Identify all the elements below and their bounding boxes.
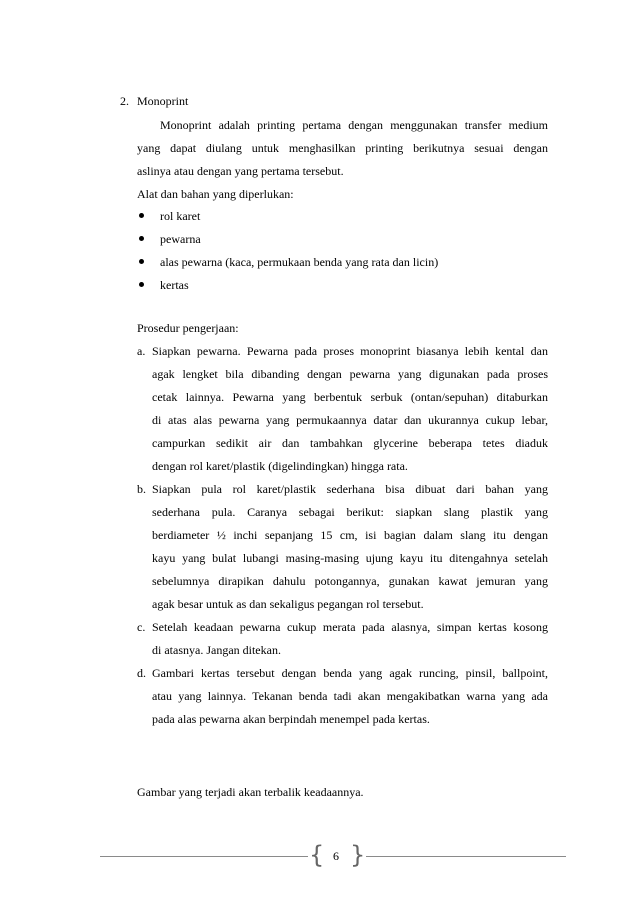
step-line: cetak lainnya. Pewarna yang berbentuk serbuk (ontan/sepuhan) ditaburkan	[152, 390, 548, 404]
step-line: Siapkan pula rol karet/plastik sederhana bisa dibuat dari bahan yang	[152, 482, 548, 496]
left-brace-icon: {	[309, 841, 325, 869]
page-number: 6	[333, 849, 339, 863]
step-marker: b.	[137, 482, 146, 496]
material-item: pewarna	[160, 232, 201, 246]
material-item: alas pewarna (kaca, permukaan benda yang rata dan licin)	[160, 255, 439, 269]
right-brace-icon: }	[350, 841, 366, 869]
intro-line: yang dapat diulang untuk menghasilkan printing berikutnya sesuai dengan	[137, 141, 548, 155]
bullet-icon	[139, 236, 144, 241]
section-title: Monoprint	[137, 94, 189, 108]
footer-rule-left	[100, 856, 308, 857]
step-line: Setelah keadaan pewarna cukup merata pada alasnya, simpan kertas kosong	[152, 620, 548, 634]
step-line: campurkan sedikit air dan tambahkan glycerine beberapa tetes diaduk	[152, 436, 548, 450]
closing-text: Gambar yang terjadi akan terbalik keadaannya.	[137, 785, 364, 799]
intro-line: Monoprint adalah printing pertama dengan menggunakan transfer medium	[160, 118, 548, 132]
step-line: pada alas pewarna akan berpindah menempel pada kertas.	[152, 712, 430, 726]
bullet-icon	[139, 282, 144, 287]
step-line: sebelumnya dirapikan dahulu potongannya, gunakan kawat jemuran yang	[152, 574, 548, 588]
material-item: rol karet	[160, 209, 201, 223]
step-marker: a.	[137, 344, 146, 358]
step-line: di atas alas pewarna yang permukaannya datar dan ukurannya cukup lebar,	[152, 413, 548, 427]
step-line: atau yang lainnya. Tekanan benda tadi akan mengakibatkan warna yang ada	[152, 689, 548, 703]
step-marker: d.	[137, 666, 146, 680]
step-line: di atasnya. Jangan ditekan.	[152, 643, 281, 657]
material-item: kertas	[160, 278, 189, 292]
step-line: Gambari kertas tersebut dengan benda yang agak runcing, pinsil, ballpoint,	[152, 666, 548, 680]
materials-heading: Alat dan bahan yang diperlukan:	[137, 187, 294, 201]
step-line: agak besar untuk as dan sekaligus pegangan rol tersebut.	[152, 597, 424, 611]
step-line: kayu yang bulat lubangi masing-masing ujung kayu itu ditengahnya setelah	[152, 551, 548, 565]
intro-line: aslinya atau dengan yang pertama tersebut.	[137, 164, 344, 178]
step-line: Siapkan pewarna. Pewarna pada proses monoprint biasanya lebih kental dan	[152, 344, 548, 358]
bullet-icon	[139, 259, 144, 264]
section-number: 2.	[120, 94, 129, 108]
bullet-icon	[139, 213, 144, 218]
footer-rule-right	[366, 856, 566, 857]
step-line: agak lengket bila dibanding dengan pewarna yang digunakan pada proses	[152, 367, 548, 381]
step-line: berdiameter ½ inchi sepanjang 15 cm, isi bagian dalam slang itu dengan	[152, 528, 548, 542]
step-line: sederhana pula. Caranya sebagai berikut: siapkan slang plastik yang	[152, 505, 548, 519]
procedure-heading: Prosedur pengerjaan:	[137, 321, 239, 335]
step-marker: c.	[137, 620, 146, 634]
step-line: dengan rol karet/plastik (digelindingkan) hingga rata.	[152, 459, 408, 473]
